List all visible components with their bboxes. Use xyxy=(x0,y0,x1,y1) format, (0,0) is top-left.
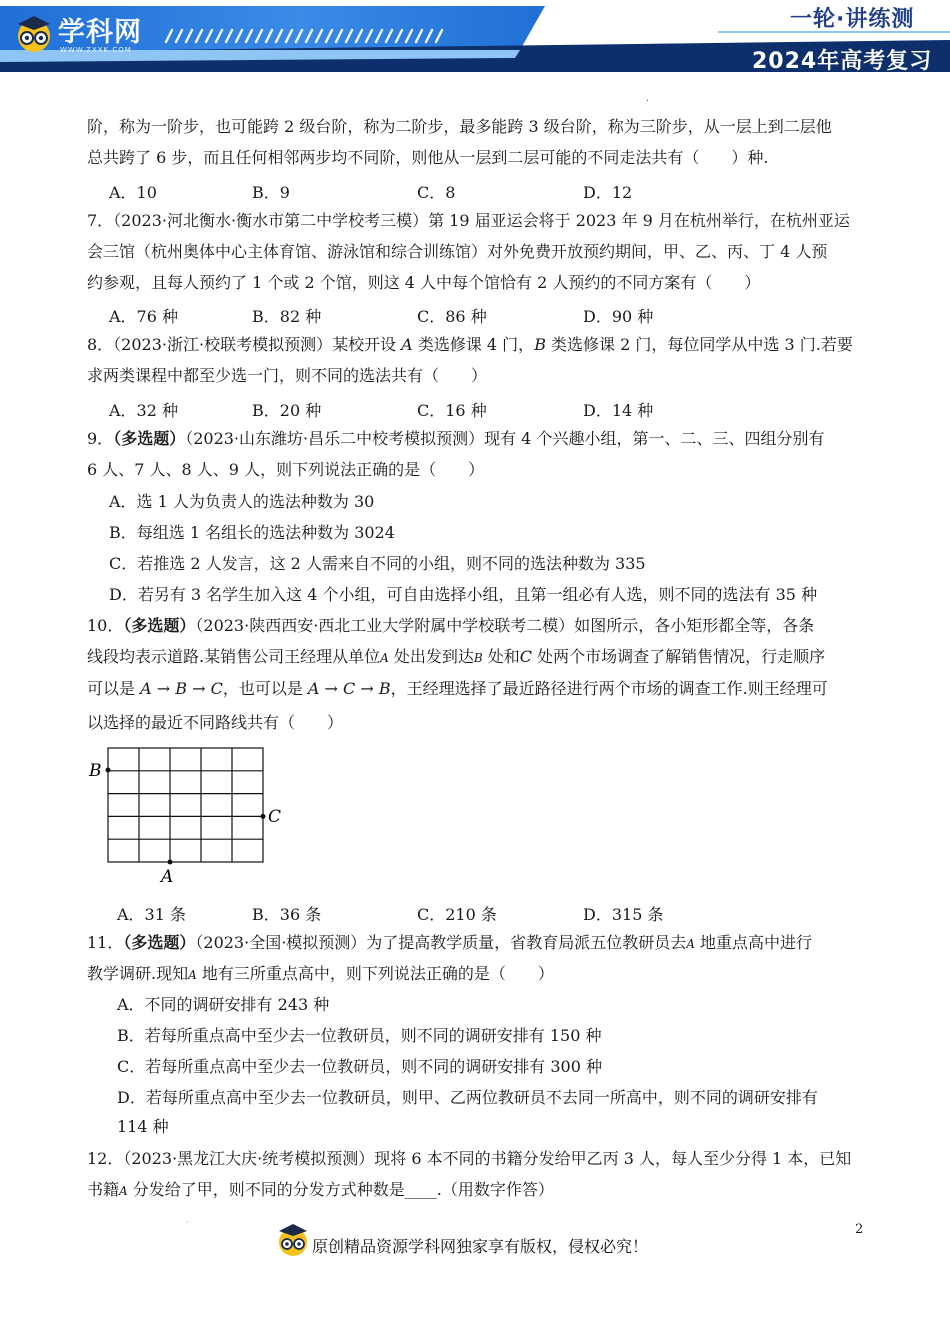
logo-text: 学科网 xyxy=(58,17,142,48)
q11-num: 11． xyxy=(87,933,124,952)
q10-line-1-rest: （2023·陕西西安·西北工业大学附属中学校联考二模）如图所示，各小矩形都全等，各条 xyxy=(195,616,815,635)
q8-option-b: B．20 种 xyxy=(252,401,322,420)
q8-option-d: D．14 种 xyxy=(583,401,654,420)
q10-var-a: A xyxy=(380,651,389,665)
q9-line-1-rest: （2023·山东潍坊·昌乐二中校考模拟预测）现有 4 个兴趣小组，第一、二、三、四组分别有 xyxy=(185,429,825,448)
q11-line-2 xyxy=(87,964,554,986)
q7-option-a: A．76 种 xyxy=(109,307,179,326)
q8-line-1-a: 8．（2023·浙江·校联考模拟预测）某校开设 xyxy=(87,335,402,354)
q10-line-2-b: 处出发到达 xyxy=(388,647,474,666)
q6-line-1: 阶，称为一阶步，也可能跨 2 级台阶，称为二阶步，最多能跨 3 级台阶，称为三阶步，从一层上到二层他 xyxy=(87,117,832,136)
q10-line-3 xyxy=(87,679,828,701)
q12-line-2-b: 分发给了甲，则不同的分发方式种数是 xyxy=(127,1180,405,1199)
q11-line-2-a: 教学调研.现知 xyxy=(87,964,189,983)
q10-line-2 xyxy=(87,647,825,669)
q8-var-b: B xyxy=(534,335,546,354)
q10-line-2-a: 线段均表示道路.某销售公司王经理从单位 xyxy=(87,647,381,666)
q8-var-a: A xyxy=(401,335,413,354)
q7-option-c: C．86 种 xyxy=(417,307,487,326)
point-a xyxy=(168,860,173,865)
q10-line-3-a: 可以是 xyxy=(87,679,141,698)
q10-line-2-d: 处两个市场调查了解销售情况，行走顺序 xyxy=(532,647,826,666)
header-subtitle: 2024年高考复习 xyxy=(752,49,933,74)
q11-line-2-b: 地有三所重点高中，则下列说法正确的是（ ） xyxy=(196,964,554,983)
q10-route-2: A → C → B xyxy=(307,679,391,698)
q9-tag: （多选题） xyxy=(113,429,186,448)
q8-line-2: 求两类课程中都至少选一门，则不同的选法共有（ ） xyxy=(87,366,488,385)
q10-option-c: C．210 条 xyxy=(417,905,497,924)
q11-line-1 xyxy=(87,933,812,955)
q11-var-a: A xyxy=(686,937,695,951)
q11-choice-b: B．若每所重点高中至少去一位教研员，则不同的调研安排有 150 种 xyxy=(117,1026,602,1045)
bottom-dot: · xyxy=(186,1218,189,1227)
q9-line-1 xyxy=(87,429,824,451)
q7-line-1: 7．（2023·河北衡水·衡水市第二中学校考三模）第 19 届亚运会将于 2023 年 9 月在杭州举行，在杭州亚运 xyxy=(87,211,850,230)
point-c xyxy=(261,814,266,819)
q10-line-3-b: ，也可以是 xyxy=(222,679,308,698)
q10-grid-figure xyxy=(86,744,296,889)
series-title: 一轮·讲练测 xyxy=(790,7,915,32)
q7-option-b: B．82 种 xyxy=(252,307,322,326)
q12-line-1: 12．（2023·黑龙江大庆·统考模拟预测）现将 6 本不同的书籍分发给甲乙丙 3 人，每人至少分得 1 本，已知 xyxy=(87,1149,852,1168)
q10-option-d: D．315 条 xyxy=(583,905,664,924)
q10-line-4: 以选择的最近不同路线共有（ ） xyxy=(87,713,344,732)
q7-option-d: D．90 种 xyxy=(583,307,654,326)
logo xyxy=(14,8,154,64)
q12-line-2 xyxy=(87,1180,554,1202)
grid-lines xyxy=(108,748,263,862)
label-c: C xyxy=(268,807,282,827)
q9-num: 9． xyxy=(87,429,114,448)
q10-option-b: B．36 条 xyxy=(252,905,322,924)
q10-line-2-c: 处和 xyxy=(482,647,520,666)
q12-line-2-c: .（用数字作答） xyxy=(436,1180,554,1199)
q9-choice-d: D．若另有 3 名学生加入这 4 个小组，可自由选择小组，且第一组必有人选，则不同的选法有 35 种 xyxy=(109,585,818,604)
q8-line-1-b: 类选修课 4 门， xyxy=(412,335,535,354)
label-a: A xyxy=(161,867,174,887)
top-dot: · xyxy=(646,96,650,107)
q10-line-1 xyxy=(87,616,814,638)
q10-option-a: A．31 条 xyxy=(117,905,187,924)
owl-logo-icon xyxy=(14,14,54,54)
q11-line-1-b: 地重点高中进行 xyxy=(694,933,813,952)
q9-choice-c: C．若推选 2 人发言，这 2 人需来自不同的小组，则不同的选法种数为 335 xyxy=(109,554,646,573)
q6-option-d: D．12 xyxy=(583,183,633,202)
q11-choice-d: D．若每所重点高中至少去一位教研员，则甲、乙两位教研员不去同一所高中，则不同的调研安排有 xyxy=(117,1088,818,1107)
q6-line-2: 总共跨了 6 步，而且任何相邻两步均不同阶，则他从一层到二层可能的不同走法共有（ ）种. xyxy=(87,148,769,167)
q11-tag: （多选题） xyxy=(123,933,196,952)
q12-var-a: A xyxy=(119,1184,128,1198)
q7-line-3: 约参观，且每人预约了 1 个或 2 个馆，则这 4 人中每个馆恰有 2 人预约的不同方案有（ ） xyxy=(87,273,761,292)
q10-line-3-c: ，王经理选择了最近路径进行两个市场的调查工作.则王经理可 xyxy=(390,679,828,698)
q8-line-1-c: 类选修课 2 门，每位同学从中选 3 门.若要 xyxy=(545,335,853,354)
q10-route-1: A → B → C xyxy=(140,679,223,698)
label-b: B xyxy=(89,761,102,781)
q8-line-1 xyxy=(87,335,853,357)
q10-var-b: B xyxy=(473,651,483,665)
q12-line-2-a: 书籍 xyxy=(87,1180,120,1199)
q10-var-c: C xyxy=(519,647,533,666)
q12-blank[interactable]: ____ xyxy=(404,1180,437,1199)
q6-option-b: B．9 xyxy=(252,183,290,202)
q8-option-a: A．32 种 xyxy=(109,401,179,420)
page-footer xyxy=(276,1222,696,1262)
footer-copyright: 原创精品资源学科网独家享有版权，侵权必究！ xyxy=(312,1237,649,1256)
q9-choice-b: B．每组选 1 名组长的选法种数为 3024 xyxy=(109,523,395,542)
q11-choice-d-cont: 114 种 xyxy=(117,1117,169,1136)
q6-option-c: C．8 xyxy=(417,183,456,202)
page-header xyxy=(0,0,950,78)
q10-tag: （多选题） xyxy=(123,616,196,635)
q11-choice-a: A．不同的调研安排有 243 种 xyxy=(117,995,330,1014)
q10-num: 10． xyxy=(87,616,124,635)
q11-var-a-2: A xyxy=(188,968,197,982)
footer-owl-icon xyxy=(276,1222,310,1258)
page-number: 2 xyxy=(855,1222,864,1237)
q9-choice-a: A．选 1 人为负责人的选法种数为 30 xyxy=(109,492,375,511)
q7-line-2: 会三馆（杭州奥体中心主体育馆、游泳馆和综合训练馆）对外免费开放预约期间，甲、乙、丙、丁 4 人预 xyxy=(87,242,828,261)
q6-option-a: A．10 xyxy=(109,183,157,202)
q11-choice-c: C．若每所重点高中至少去一位教研员，则不同的调研安排有 300 种 xyxy=(117,1057,602,1076)
point-b xyxy=(106,768,111,773)
q8-option-c: C．16 种 xyxy=(417,401,487,420)
logo-url: WWW.ZXXK.COM xyxy=(60,46,132,54)
q11-line-1-a: （2023·全国·模拟预测）为了提高教学质量，省教育局派五位教研员去 xyxy=(195,933,687,952)
q9-line-2: 6 人、7 人、8 人、9 人，则下列说法正确的是（ ） xyxy=(87,460,485,479)
